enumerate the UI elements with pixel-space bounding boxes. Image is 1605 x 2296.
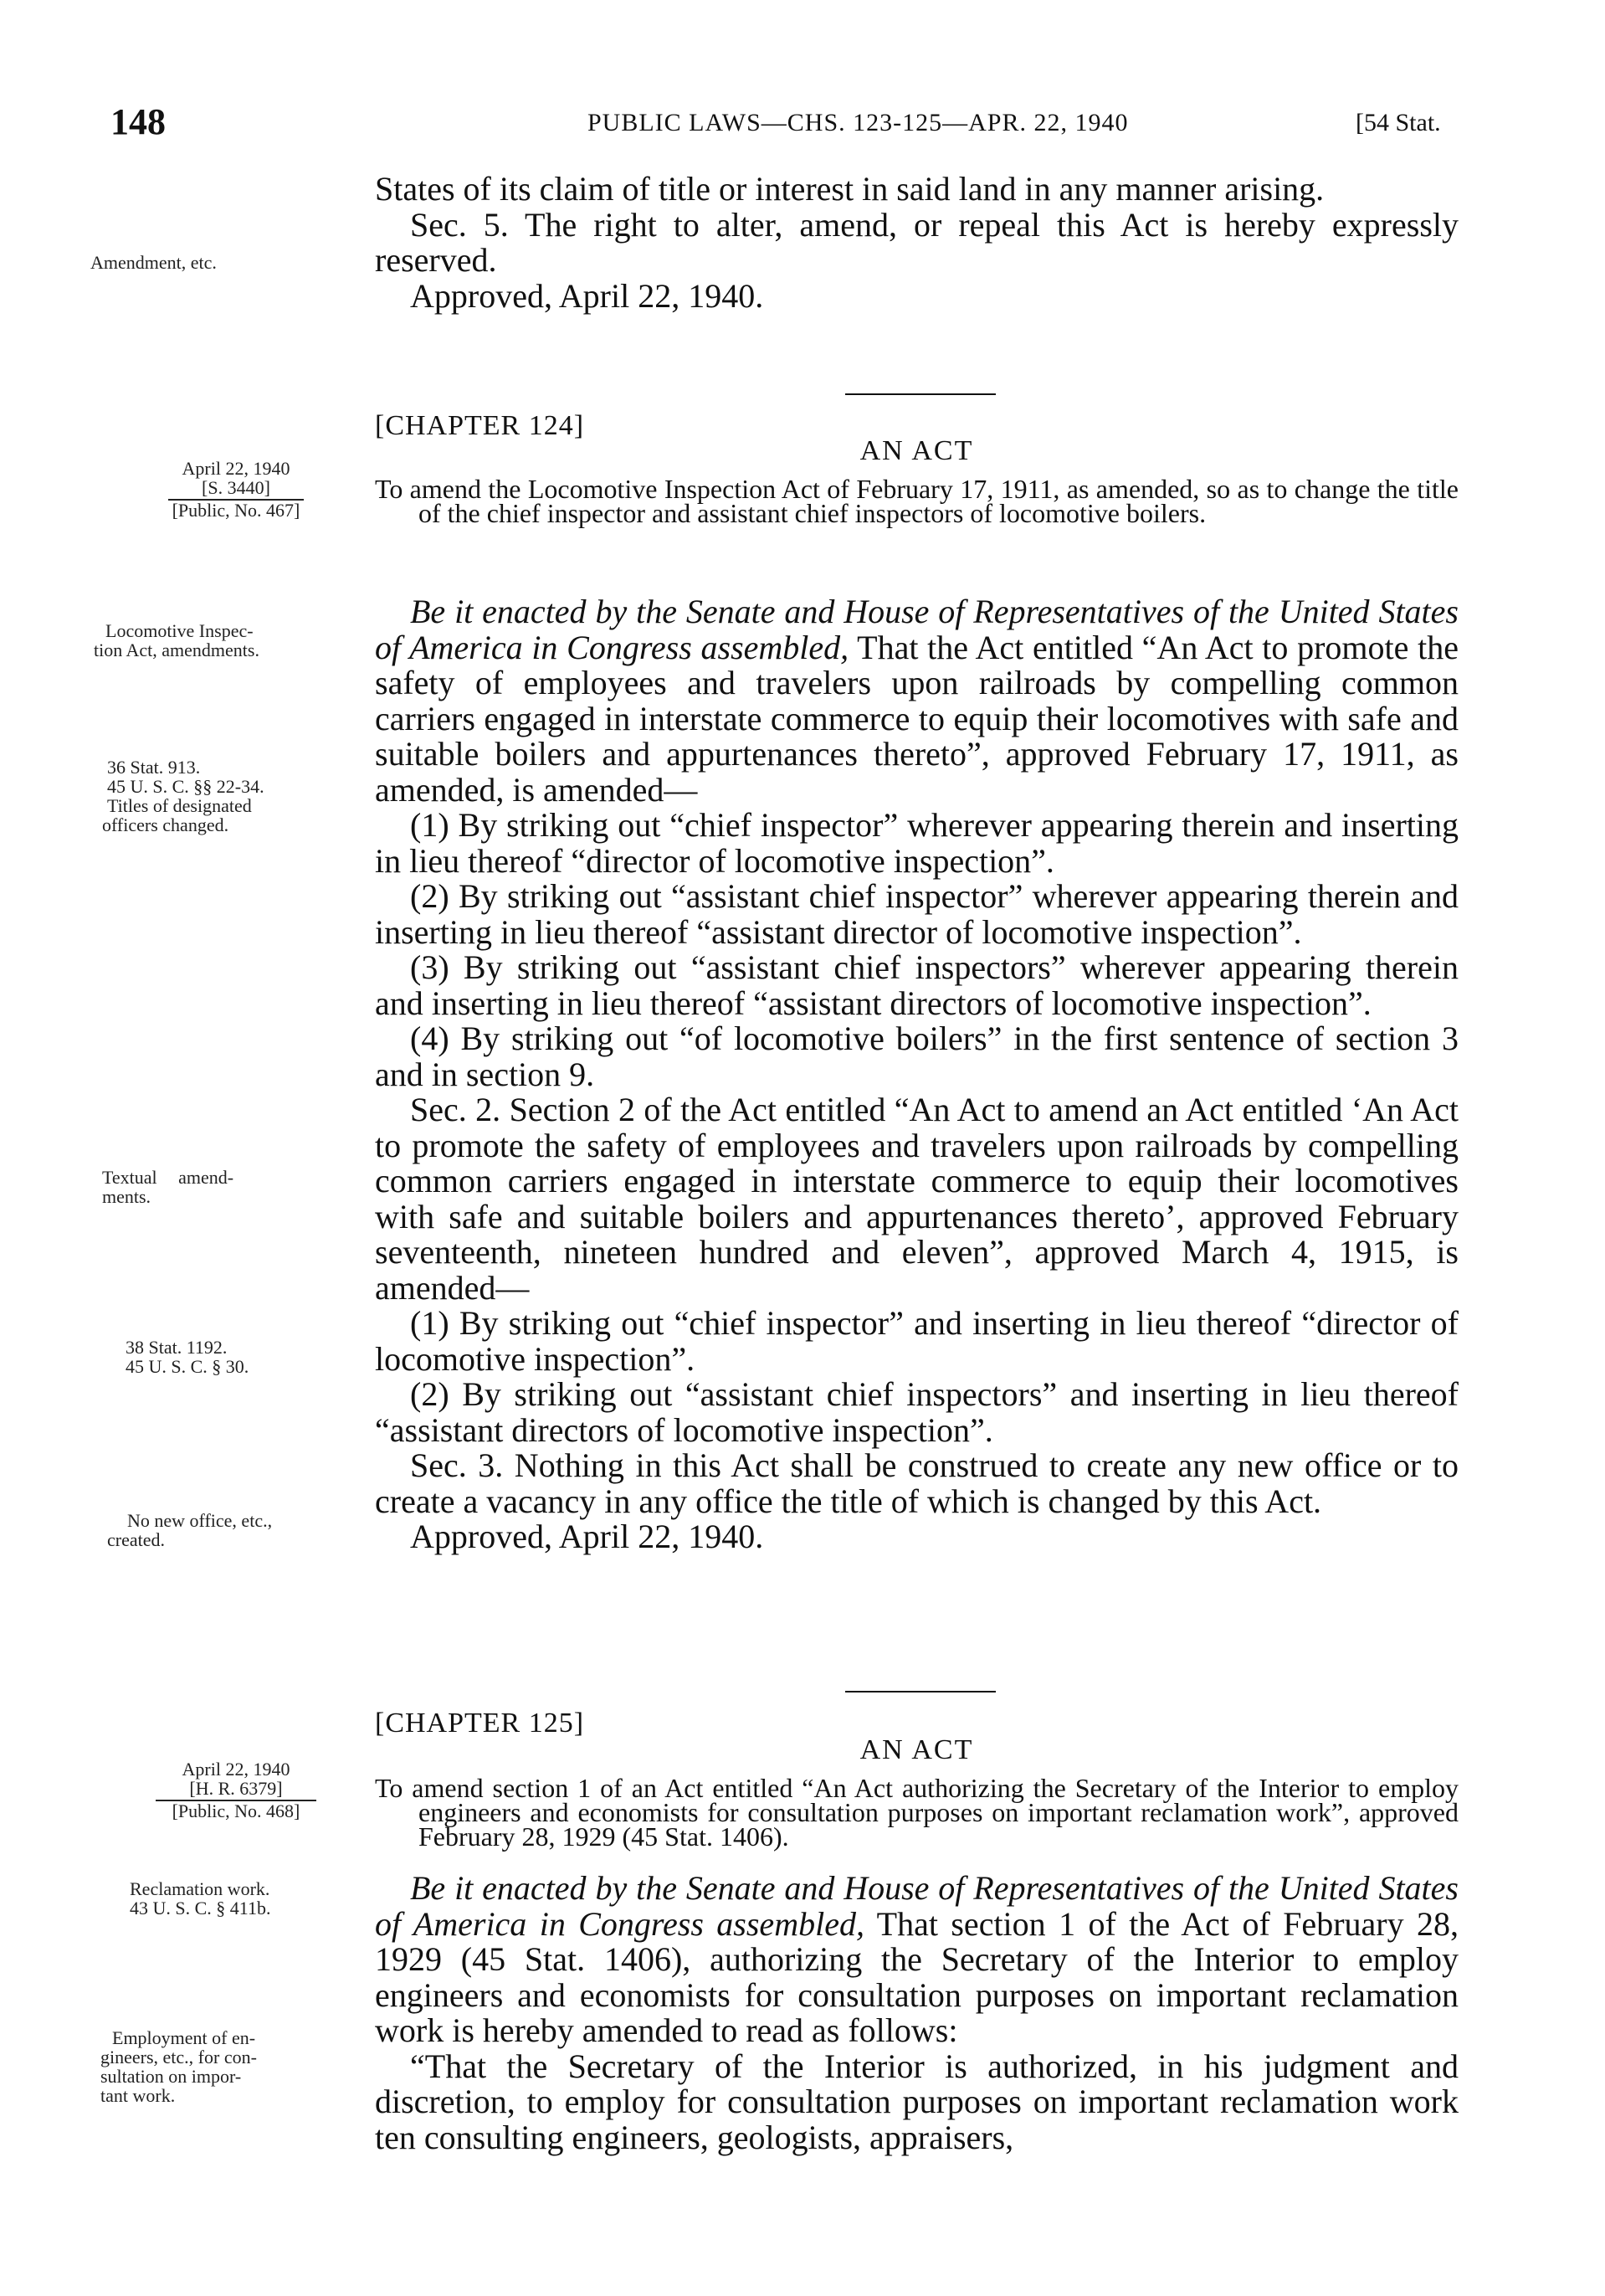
reclamation-line: Reclamation work. bbox=[130, 1878, 270, 1899]
divider-rule bbox=[845, 1691, 996, 1692]
approved-line: Approved, April 22, 1940. bbox=[410, 276, 764, 315]
section-3-paragraph: Sec. 3. Nothing in this Act shall be construed to create any new office or to create a vacancy in any office the title of which is changed by this Act. bbox=[375, 1446, 1459, 1520]
stat-1192: 38 Stat. 1192. bbox=[126, 1337, 228, 1358]
textual-line-1: Textual amend- bbox=[102, 1167, 234, 1188]
ch124-bill: [S. 3440] bbox=[168, 478, 304, 501]
act-title-125: To amend section 1 of an Act entitled “An Act authorizing the Secretary of the Interior to employ engineers and economists for consultation purposes on important reclamation work”, approved February 28, 1929 (45 Stat. 1406). bbox=[375, 1773, 1459, 1852]
margin-note-citations-124 bbox=[102, 757, 264, 835]
page-header bbox=[0, 100, 1605, 151]
item-2: (2) By striking out “assistant chief inspector” wherever appearing therein and inserting in lieu thereof “assistant director of locomotive inspection”. bbox=[375, 877, 1459, 951]
margin-note-amendment: Amendment, etc. bbox=[90, 252, 217, 273]
margin-note-employment bbox=[100, 2028, 257, 2105]
stat-913: 36 Stat. 913. bbox=[107, 757, 201, 778]
chapter-125-body bbox=[375, 1871, 1459, 2155]
item-1: (1) By striking out “chief inspector” wherever appearing therein and inserting in lieu thereof “director of locomotive inspection”. bbox=[375, 806, 1459, 880]
employment-line-4: tant work. bbox=[100, 2085, 176, 2106]
section-5-paragraph: Sec. 5. The right to alter, amend, or repeal this Act is hereby expressly reserved. bbox=[375, 205, 1459, 279]
margin-note-citations-sec2 bbox=[126, 1338, 249, 1376]
ch124-date: April 22, 1940 bbox=[182, 458, 290, 479]
enacting-clause: Be it enacted by the Senate and House of Representatives of the United States of America in Congress assembled, bbox=[375, 593, 1459, 666]
locomotive-line-2: tion Act, amendments. bbox=[94, 639, 259, 660]
running-head: PUBLIC LAWS—CHS. 123-125—APR. 22, 1940 bbox=[587, 109, 1129, 136]
continuation-paragraph: States of its claim of title or interest in said land in any manner arising. bbox=[375, 170, 1325, 208]
chapter-125-heading: [CHAPTER 125] bbox=[375, 1708, 585, 1739]
ch125-bill: [H. R. 6379] bbox=[156, 1779, 315, 1801]
item-4: (4) By striking out “of locomotive boilers” in the first sentence of section 3 and in section 9. bbox=[375, 1020, 1459, 1093]
chapter-124-body bbox=[375, 594, 1459, 1555]
locomotive-line-1: Locomotive Inspec- bbox=[105, 620, 254, 641]
titles-line-1: Titles of designated bbox=[107, 795, 252, 816]
margin-note-reclamation bbox=[130, 1879, 270, 1918]
no-new-line-2: created. bbox=[107, 1529, 165, 1550]
margin-note-ch124-meta bbox=[144, 459, 328, 520]
enacting-clause: Be it enacted by the Senate and House of Representatives of the United States of America in Congress assembled, bbox=[375, 1869, 1459, 1943]
page-number: 148 bbox=[110, 101, 166, 142]
an-act-heading: AN ACT bbox=[859, 1734, 974, 1765]
item-3: (3) By striking out “assistant chief inspectors” wherever appearing therein and inserting in lieu thereof “assistant directors of locomotive inspection”. bbox=[375, 948, 1459, 1022]
ch125-public: [Public, No. 468] bbox=[172, 1800, 300, 1821]
usc-411b: 43 U. S. C. § 411b. bbox=[130, 1898, 271, 1918]
usc-30: 45 U. S. C. § 30. bbox=[126, 1356, 249, 1377]
employment-line-3: sultation on impor- bbox=[100, 2066, 242, 2087]
no-new-line-1: No new office, etc., bbox=[127, 1510, 273, 1531]
chapter-124-heading: [CHAPTER 124] bbox=[375, 410, 585, 441]
margin-note-no-new-office bbox=[107, 1511, 272, 1549]
an-act-heading: AN ACT bbox=[859, 435, 974, 466]
enacting-paragraph-124 bbox=[375, 594, 1459, 808]
enacting-paragraph-125 bbox=[375, 1871, 1459, 2049]
enacting-rest: That section 1 of the Act of February 28, 1929 (45 Stat. 1406), authorizing the Secretary of the Interior to employ engineers and economists for consultation purposes on important reclamation work is hereby amended to read as follows: bbox=[375, 1904, 1459, 2049]
margin-note-locomotive bbox=[94, 621, 259, 660]
textual-line-2: ments. bbox=[102, 1186, 151, 1207]
approved-line-124: Approved, April 22, 1940. bbox=[410, 1518, 764, 1555]
employment-line-2: gineers, etc., for con- bbox=[100, 2047, 257, 2067]
section-2-item-1: (1) By striking out “chief inspector” and inserting in lieu thereof “director of locomotive inspection”. bbox=[375, 1304, 1459, 1378]
act-title-124: To amend the Locomotive Inspection Act of February 17, 1911, as amended, so as to change the title of the chief inspector and assistant chief inspectors of locomotive boilers. bbox=[375, 474, 1459, 528]
ch124-public: [Public, No. 467] bbox=[172, 500, 300, 521]
section-2-paragraph: Sec. 2. Section 2 of the Act entitled “An Act to amend an Act entitled ‘An Act to promote the safety of employees and travelers upon railroads by compelling common carriers engaged in interstate commerce to equip their locomotives with safe and suitable boilers and appurtenances thereto’, approved February seventeenth, nineteen hundred and eleven”, approved March 4, 1915, is amended— bbox=[375, 1091, 1459, 1307]
section-2-item-2: (2) By striking out “assistant chief inspectors” and inserting in lieu thereof “assistant directors of locomotive inspection”. bbox=[375, 1375, 1459, 1449]
chapter-123-end bbox=[375, 172, 1459, 314]
ch125-date: April 22, 1940 bbox=[182, 1759, 290, 1780]
quoted-section: “That the Secretary of the Interior is authorized, in his judgment and discretion, to employ for consultation purposes on important reclamation work ten consulting engineers, geologists, appraisers, bbox=[375, 2047, 1459, 2156]
statute-reference: [54 Stat. bbox=[1356, 109, 1441, 136]
enacting-rest: That the Act entitled “An Act to promote the safety of employees and travelers upon railroads by compelling common carriers engaged in interstate commerce to equip their locomotives with safe and suitable boilers and appurtenances thereto”, approved February 17, 1911, as amended, is amended— bbox=[375, 628, 1459, 809]
titles-line-2: officers changed. bbox=[102, 814, 229, 835]
usc-22-34: 45 U. S. C. §§ 22-34. bbox=[107, 776, 264, 797]
margin-note-ch125-meta bbox=[144, 1759, 328, 1821]
divider-rule bbox=[845, 393, 996, 395]
margin-note-textual bbox=[102, 1168, 233, 1206]
employment-line-1: Employment of en- bbox=[112, 2027, 256, 2048]
